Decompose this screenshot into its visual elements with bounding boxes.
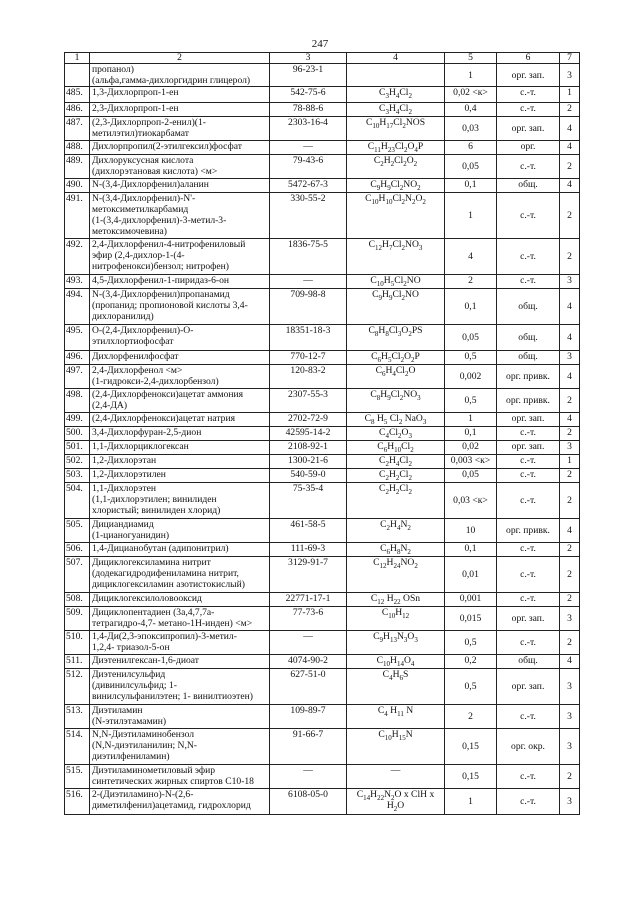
- substance-name: Диэтиламинометиловый эфир синтетических жирных спиртов C10-18: [90, 765, 270, 789]
- hazard-indicator: общ.: [497, 655, 560, 669]
- limit-value: 4: [445, 239, 497, 275]
- table-row: [65, 519, 580, 543]
- hazard-indicator: орг. зап.: [497, 117, 560, 141]
- hazard-indicator: с.-т.: [497, 455, 560, 469]
- table-row: [65, 117, 580, 141]
- substance-name: (2,4-Дихлорфенокси)ацетат аммония (2,4-ДА): [90, 389, 270, 413]
- formula: $C_2H_2Cl_2$: [347, 469, 445, 483]
- hazard-indicator: с.-т.: [497, 193, 560, 239]
- hazard-indicator: орг. привк.: [497, 389, 560, 413]
- hazard-indicator: орг. зап.: [497, 413, 560, 427]
- substance-name: Дихлорпропил(2-этилгексил)фосфат: [90, 141, 270, 155]
- formula: $C_2H_4N_2$: [347, 519, 445, 543]
- row-number: 500.: [65, 427, 90, 441]
- hazard-indicator: с.-т.: [497, 155, 560, 179]
- hazard-class: 2: [560, 593, 580, 607]
- table-row: [65, 441, 580, 455]
- hazard-indicator: с.-т.: [497, 469, 560, 483]
- row-number: 508.: [65, 593, 90, 607]
- hazard-indicator: с.-т.: [497, 765, 560, 789]
- limit-value: 0,2: [445, 655, 497, 669]
- table-row: [65, 365, 580, 389]
- hazard-class: 4: [560, 179, 580, 193]
- table-row: [65, 239, 580, 275]
- row-number: 497.: [65, 365, 90, 389]
- row-number: 514.: [65, 729, 90, 765]
- table-row: [65, 631, 580, 655]
- col-header-5: 5: [445, 53, 497, 64]
- hazard-class: 4: [560, 141, 580, 155]
- hazard-class: 2: [560, 427, 580, 441]
- cas-number: 111-69-3: [270, 543, 347, 557]
- row-number: 513.: [65, 705, 90, 729]
- hazard-indicator: с.-т.: [497, 593, 560, 607]
- formula: $C_{10}H_{17}Cl_2NOS$: [347, 117, 445, 141]
- substance-name: O-(2,4-Дихлорфенил)-O- этилхлортиофосфат: [90, 325, 270, 351]
- formula: $C_8H_9Cl_2NO_3$: [347, 389, 445, 413]
- table-row: [65, 789, 580, 815]
- row-number: 492.: [65, 239, 90, 275]
- substance-name: 2,4-Дихлорфенол <м> (1-гидрокси-2,4-дихлорбензол): [90, 365, 270, 389]
- cas-number: 96-23-1: [270, 64, 347, 87]
- cas-number: 22771-17-1: [270, 593, 347, 607]
- limit-value: 0,002: [445, 365, 497, 389]
- hazard-class: 4: [560, 365, 580, 389]
- formula: $C_{10}H_{15}N$: [347, 729, 445, 765]
- limit-value: 10: [445, 519, 497, 543]
- cas-number: 120-83-2: [270, 365, 347, 389]
- hazard-class: 2: [560, 193, 580, 239]
- limit-value: 0,1: [445, 543, 497, 557]
- substance-name: 1,3-Дихлорпроп-1-ен: [90, 87, 270, 103]
- table-row: [65, 325, 580, 351]
- limit-value: 0,03: [445, 117, 497, 141]
- row-number: 512.: [65, 669, 90, 705]
- row-number: 494.: [65, 289, 90, 325]
- hazard-class: 3: [560, 607, 580, 631]
- formula: $C_8$ $H_5$ $Cl_2$ NaO$_3$: [347, 413, 445, 427]
- substance-name: Диэтенилсульфид (дивинилсульфид; 1- винилсульфанилэтен; 1- винилтиоэтен): [90, 669, 270, 705]
- formula: $C_9H_{13}N_3O_3$: [347, 631, 445, 655]
- limit-value: 0,05: [445, 469, 497, 483]
- cas-number: 18351-18-3: [270, 325, 347, 351]
- row-number: 485.: [65, 87, 90, 103]
- limit-value: 1: [445, 413, 497, 427]
- limit-value: 1: [445, 789, 497, 815]
- formula: —: [347, 765, 445, 789]
- hazard-class: 3: [560, 441, 580, 455]
- hazard-indicator: орг. окр.: [497, 729, 560, 765]
- hazard-class: 3: [560, 351, 580, 365]
- limit-value: 0,03 <к>: [445, 483, 497, 519]
- cas-number: —: [270, 275, 347, 289]
- formula: $C_{10}H_{10}Cl_2N_2O_2$: [347, 193, 445, 239]
- table-body: [65, 64, 580, 815]
- hazard-indicator: с.-т.: [497, 543, 560, 557]
- substance-name: 1,4-Дицианобутан (адипонитрил): [90, 543, 270, 557]
- hazard-indicator: орг. привк.: [497, 519, 560, 543]
- formula: $C_6H_{10}Cl_2$: [347, 441, 445, 455]
- substance-name: (2,3-Дихлорпроп-2-енил)(1- метилэтил)тиокарбамат: [90, 117, 270, 141]
- hazard-indicator: с.-т.: [497, 705, 560, 729]
- substance-name: Диэтенилгексан-1,6-диоат: [90, 655, 270, 669]
- limit-value: 2: [445, 705, 497, 729]
- cas-number: 2303-16-4: [270, 117, 347, 141]
- hazard-indicator: с.-т.: [497, 275, 560, 289]
- limit-value: 0,05: [445, 325, 497, 351]
- formula: $C_2H_2Cl_2O_2$: [347, 155, 445, 179]
- cas-number: 330-55-2: [270, 193, 347, 239]
- table-row: [65, 655, 580, 669]
- substance-name: 2-(Диэтиламино)-N-(2,6- диметилфенил)ацетамид, гидрохлорид: [90, 789, 270, 815]
- hazard-class: 2: [560, 239, 580, 275]
- table-row: [65, 607, 580, 631]
- row-number: 489.: [65, 155, 90, 179]
- cas-number: 770-12-7: [270, 351, 347, 365]
- substance-name: N-(3,4-Дихлорфенил)аланин: [90, 179, 270, 193]
- substances-table: [64, 52, 580, 815]
- substance-name: Диэтиламин (N-этилэтамамин): [90, 705, 270, 729]
- hazard-indicator: с.-т.: [497, 631, 560, 655]
- limit-value: 0,05: [445, 155, 497, 179]
- limit-value: 0,1: [445, 289, 497, 325]
- hazard-indicator: общ.: [497, 179, 560, 193]
- table-row: [65, 669, 580, 705]
- formula: $C_9H_9Cl_2NO$: [347, 289, 445, 325]
- cas-number: 4074-90-2: [270, 655, 347, 669]
- formula: $C_3H_4Cl_2$: [347, 87, 445, 103]
- row-number: 505.: [65, 519, 90, 543]
- hazard-indicator: с.-т.: [497, 789, 560, 815]
- table-row: [65, 455, 580, 469]
- cas-number: —: [270, 631, 347, 655]
- row-number: 490.: [65, 179, 90, 193]
- col-header-6: 6: [497, 53, 560, 64]
- hazard-class: 3: [560, 705, 580, 729]
- cas-number: 627-51-0: [270, 669, 347, 705]
- hazard-indicator: с.-т.: [497, 239, 560, 275]
- hazard-class: 3: [560, 275, 580, 289]
- cas-number: 2702-72-9: [270, 413, 347, 427]
- formula: [347, 64, 445, 87]
- substance-name: N,N-Диэтиламинобензол (N,N-диэтиланилин; N,N- диэтилфениламин): [90, 729, 270, 765]
- hazard-indicator: орг. зап.: [497, 669, 560, 705]
- page-number: 247: [311, 38, 329, 50]
- table-row: [65, 593, 580, 607]
- table-row: [65, 729, 580, 765]
- limit-value: 0,1: [445, 427, 497, 441]
- row-number: 501.: [65, 441, 90, 455]
- cas-number: 77-73-6: [270, 607, 347, 631]
- substance-name: Дихлоруксусная кислота (дихлорэтановая кислота) <м>: [90, 155, 270, 179]
- col-header-4: 4: [347, 53, 445, 64]
- limit-value: 2: [445, 275, 497, 289]
- cas-number: 78-88-6: [270, 103, 347, 117]
- table-row: [65, 413, 580, 427]
- formula: $C_6H_5Cl_2O_2P$: [347, 351, 445, 365]
- hazard-class: 4: [560, 519, 580, 543]
- limit-value: 0,4: [445, 103, 497, 117]
- table-row: [65, 427, 580, 441]
- hazard-class: 1: [560, 87, 580, 103]
- substance-name: 3,4-Дихлорфуран-2,5-дион: [90, 427, 270, 441]
- formula: $C_{10}H_{14}O_4$: [347, 655, 445, 669]
- cas-number: 5472-67-3: [270, 179, 347, 193]
- hazard-class: 4: [560, 289, 580, 325]
- formula: $C_4$ $H_{11}$ N: [347, 705, 445, 729]
- hazard-class: 2: [560, 483, 580, 519]
- cas-number: 6108-05-0: [270, 789, 347, 815]
- cas-number: 91-66-7: [270, 729, 347, 765]
- hazard-indicator: орг. привк.: [497, 365, 560, 389]
- formula: $C_4H_6S$: [347, 669, 445, 705]
- substance-name: Дихлорфенилфосфат: [90, 351, 270, 365]
- limit-value: 0,001: [445, 593, 497, 607]
- hazard-class: 4: [560, 117, 580, 141]
- hazard-indicator: с.-т.: [497, 427, 560, 441]
- formula: $C_6H_4Cl_2O$: [347, 365, 445, 389]
- table-row: [65, 469, 580, 483]
- hazard-indicator: общ.: [497, 289, 560, 325]
- hazard-class: 4: [560, 413, 580, 427]
- formula: $C_{11}H_{23}Cl_2O_4P$: [347, 141, 445, 155]
- limit-value: 0,003 <к>: [445, 455, 497, 469]
- table-row: [65, 155, 580, 179]
- hazard-indicator: орг. зап.: [497, 64, 560, 87]
- formula: $C_2H_4Cl_2$: [347, 455, 445, 469]
- hazard-indicator: с.-т.: [497, 483, 560, 519]
- row-number: 516.: [65, 789, 90, 815]
- formula: $C_{10}H_5Cl_2NO$: [347, 275, 445, 289]
- row-number: 509.: [65, 607, 90, 631]
- limit-value: 6: [445, 141, 497, 155]
- hazard-indicator: с.-т.: [497, 557, 560, 593]
- header-row: [65, 53, 580, 64]
- cas-number: 79-43-6: [270, 155, 347, 179]
- table-row: [65, 193, 580, 239]
- substance-name: пропанол) (альфа,гамма-дихлоргидрин глицерол): [90, 64, 270, 87]
- cas-number: 2108-92-1: [270, 441, 347, 455]
- hazard-class: 1: [560, 455, 580, 469]
- cas-number: 75-35-4: [270, 483, 347, 519]
- limit-value: 0,015: [445, 607, 497, 631]
- formula: $C_8H_8Cl_3O_2PS$: [347, 325, 445, 351]
- substance-name: Дициандиамид (1-цианогуанидин): [90, 519, 270, 543]
- limit-value: 0,02: [445, 441, 497, 455]
- table-row: [65, 351, 580, 365]
- row-number: 491.: [65, 193, 90, 239]
- row-number: 496.: [65, 351, 90, 365]
- formula: $C_2H_2Cl_2$: [347, 483, 445, 519]
- substance-name: Дициклопентадиен (3a,4,7,7a- тетрагидро-4,7- метано-1H-инден) <м>: [90, 607, 270, 631]
- table-row: [65, 705, 580, 729]
- table-row: [65, 64, 580, 87]
- col-header-3: 3: [270, 53, 347, 64]
- hazard-class: 2: [560, 631, 580, 655]
- hazard-class: 2: [560, 469, 580, 483]
- hazard-class: 2: [560, 557, 580, 593]
- col-header-7: 7: [560, 53, 580, 64]
- cas-number: 1300-21-6: [270, 455, 347, 469]
- substance-name: 4,5-Дихлорфенил-1-пиридаз-6-он: [90, 275, 270, 289]
- hazard-indicator: с.-т.: [497, 103, 560, 117]
- cas-number: 709-98-8: [270, 289, 347, 325]
- row-number: 495.: [65, 325, 90, 351]
- table-row: [65, 765, 580, 789]
- cas-number: 42595-14-2: [270, 427, 347, 441]
- cas-number: 1836-75-5: [270, 239, 347, 275]
- cas-number: 540-59-0: [270, 469, 347, 483]
- formula: $C_9H_9Cl_2NO_2$: [347, 179, 445, 193]
- hazard-indicator: орг. зап.: [497, 607, 560, 631]
- table-row: [65, 557, 580, 593]
- cas-number: —: [270, 765, 347, 789]
- formula: $C_6H_8N_2$: [347, 543, 445, 557]
- limit-value: 1: [445, 193, 497, 239]
- substance-name: (2,4-Дихлорфенокси)ацетат натрия: [90, 413, 270, 427]
- formula: $C_{12}$ $H_{22}$ OSn: [347, 593, 445, 607]
- hazard-class: 3: [560, 729, 580, 765]
- hazard-class: 3: [560, 789, 580, 815]
- hazard-class: 2: [560, 155, 580, 179]
- hazard-class: 4: [560, 655, 580, 669]
- row-number: 493.: [65, 275, 90, 289]
- limit-value: 0,5: [445, 389, 497, 413]
- limit-value: 1: [445, 64, 497, 87]
- substance-name: Дициклогексилоловооксид: [90, 593, 270, 607]
- formula: $C_{14}H_{22}N_2O$ x ClH x $H_2O$: [347, 789, 445, 815]
- table-row: [65, 87, 580, 103]
- limit-value: 0,15: [445, 729, 497, 765]
- formula: $C_{10}H_{12}$: [347, 607, 445, 631]
- row-number: 504.: [65, 483, 90, 519]
- cas-number: 542-75-6: [270, 87, 347, 103]
- formula: $C_{12}H_7Cl_2NO_3$: [347, 239, 445, 275]
- table-row: [65, 543, 580, 557]
- table-row: [65, 389, 580, 413]
- cas-number: 461-58-5: [270, 519, 347, 543]
- row-number: 507.: [65, 557, 90, 593]
- substance-name: 1,2-Дихлорэтилен: [90, 469, 270, 483]
- table-row: [65, 275, 580, 289]
- limit-value: 0,15: [445, 765, 497, 789]
- hazard-class: 4: [560, 325, 580, 351]
- cas-number: 109-89-7: [270, 705, 347, 729]
- substance-name: N-(3,4-Дихлорфенил)пропанамид (пропанид; пропионовой кислоты 3,4- дихлоранилид): [90, 289, 270, 325]
- substance-name: 1,4-Ди(2,3-эпоксипропил)-3-метил- 1,2,4- триазол-5-он: [90, 631, 270, 655]
- limit-value: 0,1: [445, 179, 497, 193]
- limit-value: 0,5: [445, 351, 497, 365]
- table-row: [65, 103, 580, 117]
- row-number: 515.: [65, 765, 90, 789]
- row-number: 486.: [65, 103, 90, 117]
- substance-name: 1,1-Дихлорэтен (1,1-дихлорэтилен; винилиден хлористый; винилиден хлорид): [90, 483, 270, 519]
- limit-value: 0,5: [445, 631, 497, 655]
- table-row: [65, 141, 580, 155]
- row-number: [65, 64, 90, 87]
- row-number: 488.: [65, 141, 90, 155]
- row-number: 511.: [65, 655, 90, 669]
- hazard-class: 2: [560, 389, 580, 413]
- hazard-indicator: общ.: [497, 325, 560, 351]
- row-number: 503.: [65, 469, 90, 483]
- limit-value: 0,01: [445, 557, 497, 593]
- row-number: 502.: [65, 455, 90, 469]
- hazard-indicator: общ.: [497, 351, 560, 365]
- row-number: 498.: [65, 389, 90, 413]
- table-row: [65, 483, 580, 519]
- hazard-indicator: орг.: [497, 141, 560, 155]
- row-number: 510.: [65, 631, 90, 655]
- cas-number: 2307-55-3: [270, 389, 347, 413]
- limit-value: 0,02 <к>: [445, 87, 497, 103]
- cas-number: 3129-91-7: [270, 557, 347, 593]
- table-row: [65, 179, 580, 193]
- hazard-class: 2: [560, 765, 580, 789]
- formula: $C_{12}H_{24}NO_2$: [347, 557, 445, 593]
- hazard-class: 2: [560, 543, 580, 557]
- hazard-class: 3: [560, 64, 580, 87]
- row-number: 499.: [65, 413, 90, 427]
- col-header-1: 1: [65, 53, 90, 64]
- cas-number: —: [270, 141, 347, 155]
- substance-name: 2,4-Дихлорфенил-4-нитрофениловый эфир (2,4-дихлор-1-(4- нитрофенокси)бензол; нитрофен): [90, 239, 270, 275]
- row-number: 506.: [65, 543, 90, 557]
- hazard-indicator: орг. зап.: [497, 441, 560, 455]
- formula: $C_4Cl_2O_3$: [347, 427, 445, 441]
- table-row: [65, 289, 580, 325]
- hazard-class: 3: [560, 669, 580, 705]
- row-number: 487.: [65, 117, 90, 141]
- substance-name: 2,3-Дихлорпроп-1-ен: [90, 103, 270, 117]
- limit-value: 0,5: [445, 669, 497, 705]
- formula: $C_3H_4Cl_2$: [347, 103, 445, 117]
- substance-name: 1,1-Дихлорциклогексан: [90, 441, 270, 455]
- substance-name: N-(3,4-Дихлорфенил)-N'- метоксиметилкарбамид (1-(3,4-дихлорфенил)-3-метил-3- метоксимочевина): [90, 193, 270, 239]
- substance-name: Дициклогексиламина нитрит (додекагидродифениламина нитрит, дициклогексиламин азотистокислый): [90, 557, 270, 593]
- substance-name: 1,2-Дихлорэтан: [90, 455, 270, 469]
- hazard-class: 2: [560, 103, 580, 117]
- col-header-2: 2: [90, 53, 270, 64]
- hazard-indicator: с.-т.: [497, 87, 560, 103]
